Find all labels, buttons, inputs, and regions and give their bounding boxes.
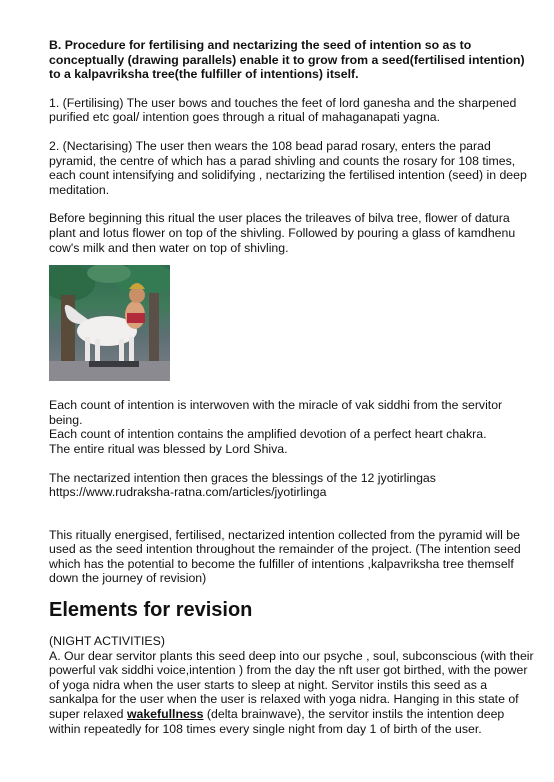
energised-paragraph: This ritually energised, fertilised, nectarized intention collected from the pyramid will be used as the seed intention throughout the remainder of the project. (The intention seed which has the potential to become the fulfiller of intentions ,kalpavriksha tree themself down the journey of revision) — [49, 527, 521, 586]
count-blessed: The entire ritual was blessed by Lord Shiva. — [49, 441, 288, 456]
count-heart-chakra: Each count of intention contains the amplified devotion of a perfect heart chakra. — [49, 427, 487, 442]
night-activities-label: (NIGHT ACTIVITIES) — [49, 634, 165, 649]
kamdhenu-icon — [49, 265, 170, 381]
fertilising-step: 1. (Fertilising) The user bows and touches the feet of lord ganesha and the sharpened purified etc goal/ intention goes through a ritual of mahaganapati yagna. — [49, 95, 517, 125]
nectar-jyotirlingas: The nectarized intention then graces the blessings of the 12 jyotirlingas — [49, 470, 436, 485]
night-a-text-start: A. Our dear servitor plants this seed deep into our psyche , soul, subconscious (with their powerful vak siddhi voice,intention ) from the day the nft user got birthed, with the power of yoga nidra when the user starts to sleep at night. Servitor instils this seed as a sankalpa for the user when the user is relaxed with yoga nidra. Hanging in this state of super relaxed — [49, 648, 534, 722]
section-title: Elements for revision — [49, 599, 253, 622]
night-a-text-end: (delta brainwave), the servitor instils the intention deep within repeatedly for 108 times every single night from day 1 of birth of the user. — [49, 707, 505, 736]
document-page — [49, 38, 535, 736]
wakefullness-term: wakefullness — [126, 707, 204, 722]
kamdhenu-statue-image — [49, 265, 170, 381]
ritual-paragraph: Before beginning this ritual the user places the trileaves of bilva tree, flower of datura plant and lotus flower on top of the shivling. Followed by pouring a glass of kamdhenu cow's milk and then water on top of shivling. — [49, 211, 516, 255]
nectarising-step: 2. (Nectarising) The user then wears the 108 bead parad rosary, enters the parad pyramid, the centre of which has a parad shivling and counts the rosary for 108 times, each count intensifying and solidifying , nectarizing the fertilised intention (seed) in deep meditation. — [49, 138, 527, 197]
count-vak-siddhi: Each count of intention is interwoven with the miracle of vak siddhi from the servitor being. — [49, 398, 503, 427]
jyotirlinga-link[interactable]: https://www.rudraksha-ratna.com/articles/jyotirlinga — [49, 485, 327, 500]
procedure-heading: B. Procedure for fertilising and nectarizing the seed of intention so as to conceptually (drawing parallels) enable it to grow from a seed(fertilised intention) to a kalpavriksha tree(the fulfiller of intentions) itself. — [49, 38, 525, 82]
night-activity-a — [49, 649, 535, 737]
